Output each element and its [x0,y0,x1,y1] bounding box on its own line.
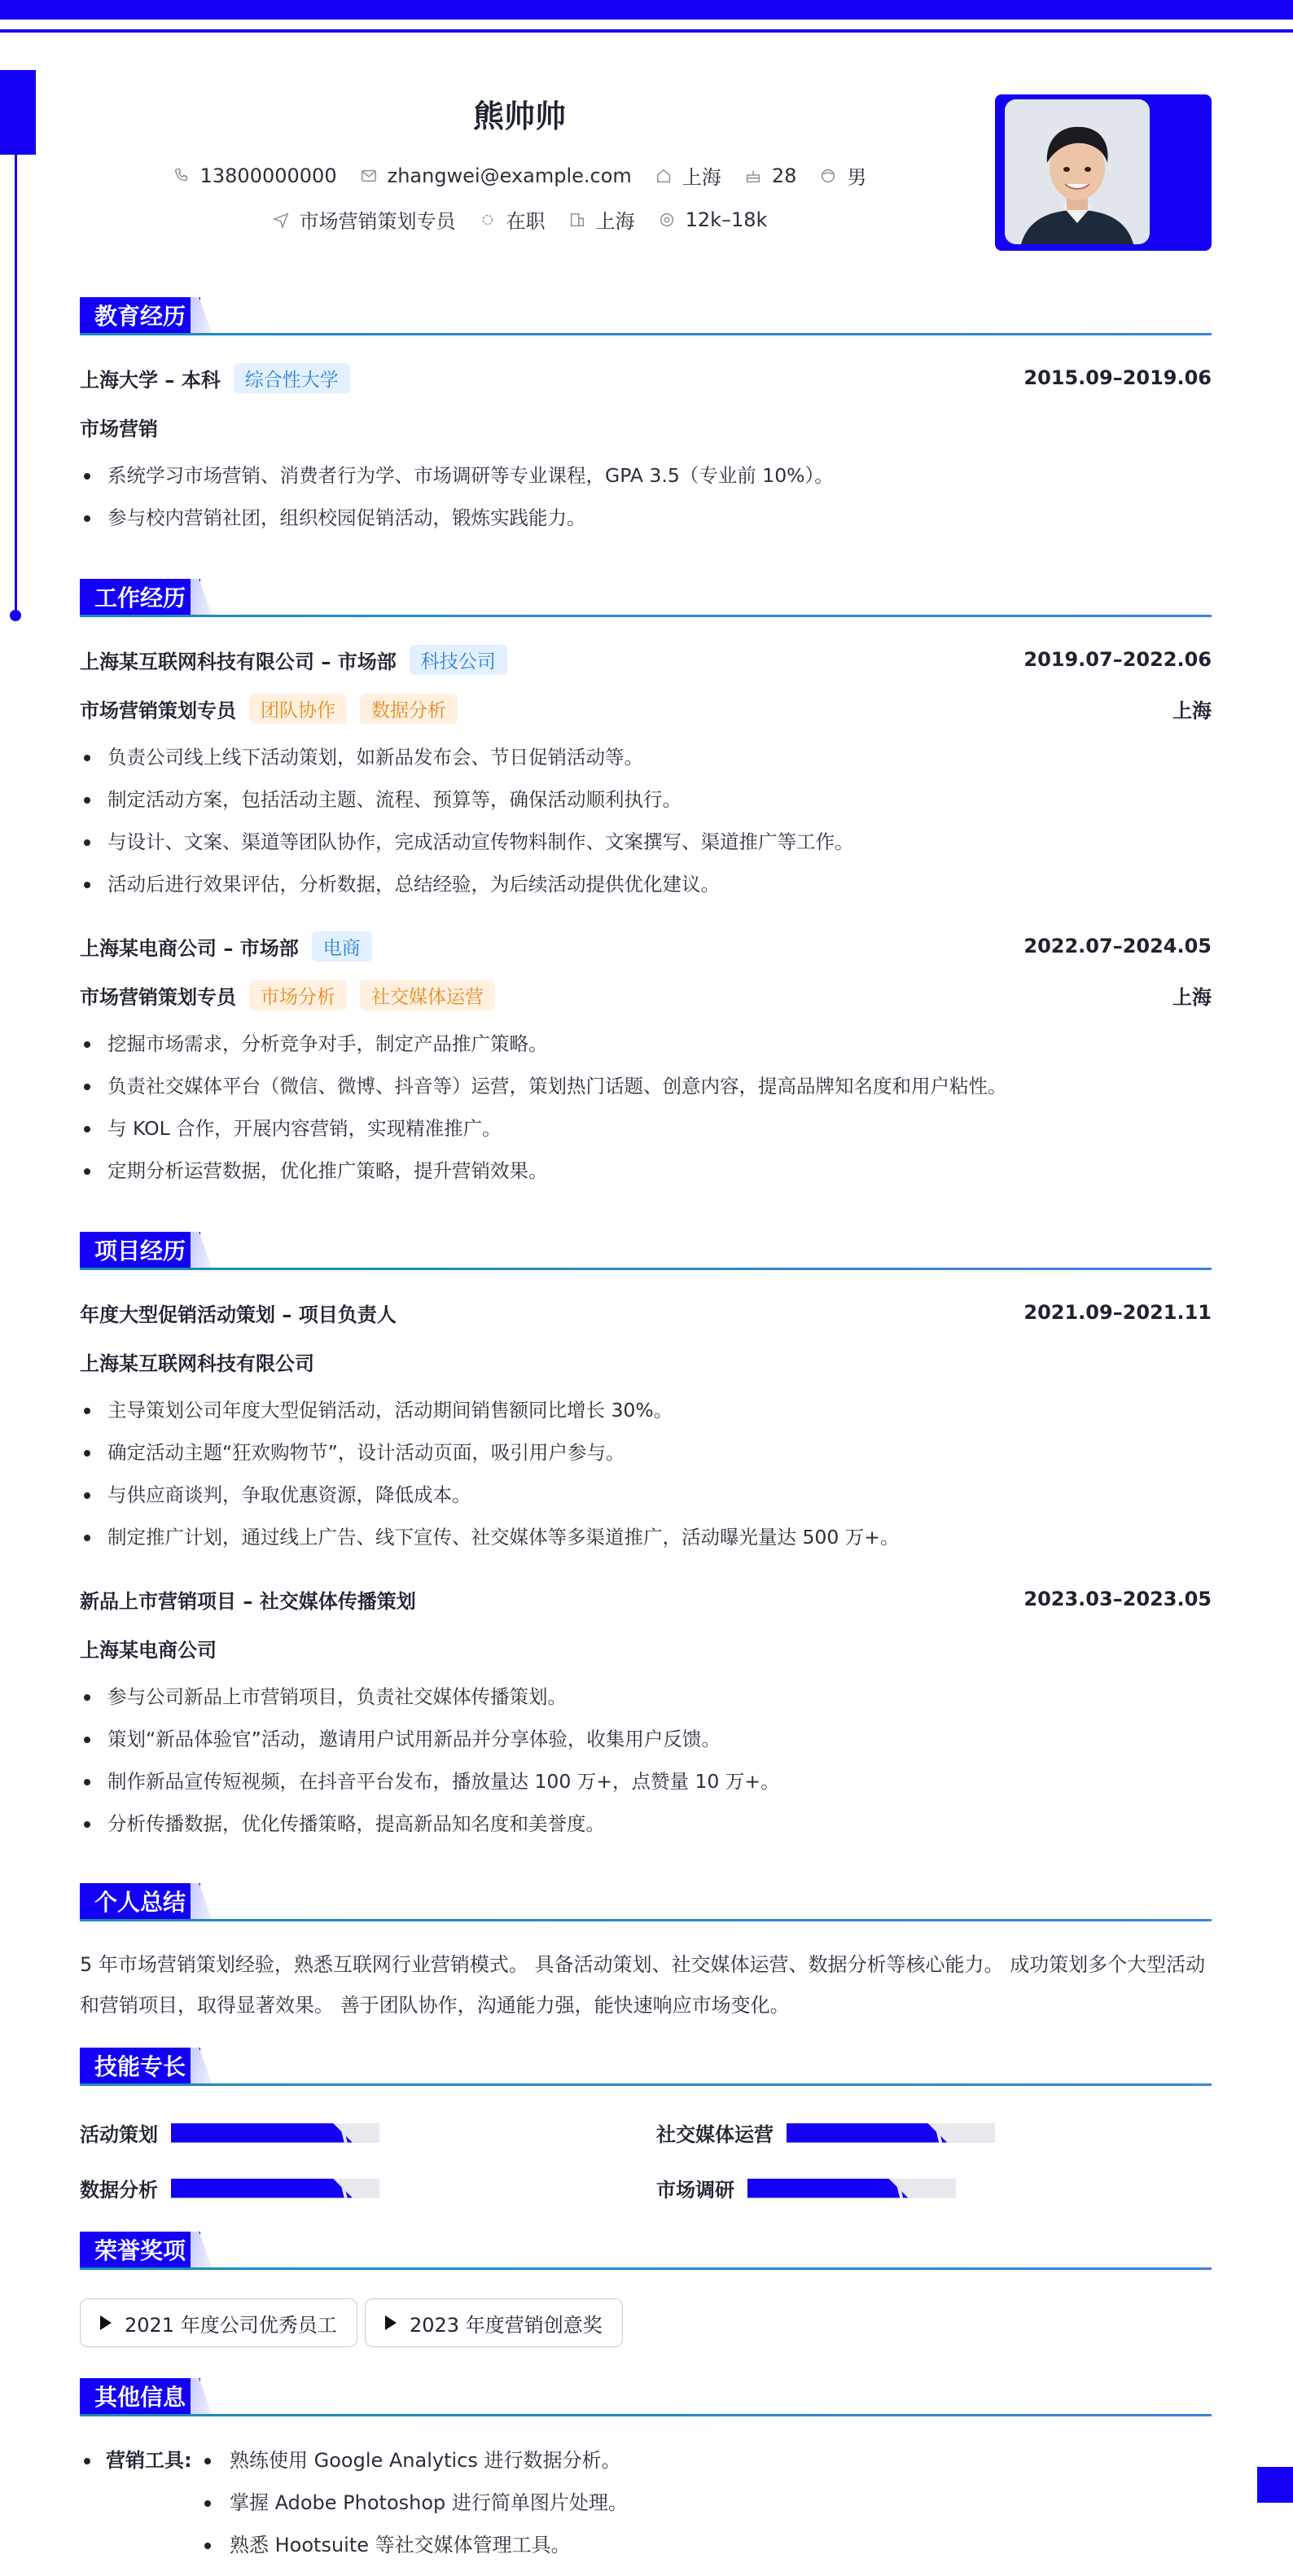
section-divider [80,2083,1212,2086]
section-divider [80,1268,1212,1270]
skill-bar-fill [747,2179,908,2198]
section-education [80,295,1212,335]
list-item: 挖掘市场需求，分析竞争对手，制定产品推广策略。 [80,1023,1212,1065]
section-other-title: 其他信息 [80,2378,200,2414]
contact-row [0,161,1039,190]
age-item [744,164,797,187]
section-skills-title: 技能专长 [80,2048,200,2083]
cake-icon [744,167,762,185]
project-date: 2021.09–2021.11 [1023,1301,1212,1324]
city-item [655,161,721,190]
work-date: 2022.07–2024.05 [1023,935,1212,957]
work-2-bullets [80,1023,1212,1192]
award-text: 2021 年度公司优秀员工 [125,2313,337,2337]
job-target-text: 市场营销策划专员 [299,210,456,233]
list-item: 确定活动主题“狂欢购物节”，设计活动页面，吸引用户参与。 [80,1431,1212,1474]
list-item: 策划“新品体验官”活动，邀请用户试用新品并分享体验，收集用户反馈。 [80,1718,1212,1760]
section-summary-title: 个人总结 [80,1883,200,1919]
skill-bar [171,2123,379,2143]
list-item: 定期分析运营数据，优化推广策略，提升营销效果。 [80,1150,1212,1192]
list-item: 分析传播数据，优化传播策略，提高新品知名度和美誉度。 [80,1803,1212,1845]
project-date: 2023.03–2023.05 [1023,1588,1212,1610]
section-awards [80,2229,1212,2270]
summary-line: 5 年市场营销策划经验，熟悉互联网行业营销模式。 具备活动策划、社交媒体运营、数据分析等核心能力。 成功策划多个大型活动 [80,1953,1206,1976]
work-date: 2019.07–2022.06 [1023,648,1212,671]
phone-icon [173,167,191,185]
skill-name: 数据分析 [80,2179,158,2201]
section-tab-tail [191,2378,212,2414]
section-tab-tail [191,297,212,333]
person-icon [819,167,837,185]
list-item: 熟悉 Hootsuite 等社交媒体管理工具。 [200,2524,628,2566]
skill-name: 市场调研 [656,2179,734,2201]
award-chip [365,2298,623,2347]
list-item: 参与校内营销社团，组织校园促销活动，锻炼实践能力。 [80,497,1212,539]
section-tab-tail [191,1883,212,1919]
skill-item [80,2174,379,2202]
education-bullets [80,454,1212,539]
skill-bar-fill [171,2179,353,2198]
list-item: 负责公司线上线下活动策划，如新品发布会、节日促销活动等。 [80,736,1212,778]
age-text: 28 [771,164,797,187]
award-text: 2023 年度营销创意奖 [410,2313,603,2337]
list-item: 制定活动方案，包括活动主题、流程、预算等，确保活动顺利执行。 [80,778,1212,821]
portrait-illustration [1005,99,1150,244]
major: 市场营销 [80,417,158,440]
project-2-company-row [80,1632,1212,1664]
company-name: 上海某电商公司 – 市场部 [80,936,299,960]
skill-tag: 团队协作 [249,694,347,724]
section-tab-tail [191,2048,212,2083]
photo-frame [995,94,1212,251]
target-city-text: 上海 [595,210,635,233]
list-item: 与 KOL 合作，开展内容营销，实现精准推广。 [80,1107,1212,1150]
mail-icon [360,167,378,185]
work-location: 上海 [1172,699,1212,722]
section-divider [80,333,1212,335]
project-1-header [80,1296,1212,1329]
list-item: 制作新品宣传短视频，在抖音平台发布，播放量达 100 万+，点赞量 10 万+。 [80,1760,1212,1803]
education-header [80,361,1212,394]
skill-tag: 社交媒体运营 [360,980,495,1010]
section-tab-tail [191,579,212,615]
work-1-position-row [80,692,1212,725]
section-divider [80,1919,1212,1921]
salary-text: 12k–18k [685,208,768,231]
project-2-bullets [80,1676,1212,1845]
company-tag: 科技公司 [410,645,507,675]
section-divider [80,2414,1212,2416]
education-major-row [80,410,1212,443]
skill-bar [171,2179,379,2198]
list-item: 熟练使用 Google Analytics 进行数据分析。 [200,2439,628,2482]
work-2-header [80,930,1212,962]
section-tab-tail [191,2232,212,2267]
skill-tag: 市场分析 [249,980,347,1010]
list-item: 主导策划公司年度大型促销活动，活动期间销售额同比增长 30%。 [80,1389,1212,1431]
section-projects-title: 项目经历 [80,1232,200,1268]
gender-item [819,161,866,190]
profile-photo [1005,99,1150,244]
top-accent-line [0,29,1293,33]
skill-bar [787,2123,995,2143]
skill-bar [747,2179,956,2198]
section-work-title: 工作经历 [80,579,200,615]
award-chip [80,2298,357,2347]
job-target-item [272,205,456,234]
section-divider [80,615,1212,617]
skill-name: 社交媒体运营 [656,2123,774,2146]
section-projects [80,1229,1212,1270]
company-tag: 电商 [312,931,372,962]
list-item: 与设计、文案、渠道等团队协作，完成活动宣传物料制作、文案撰写、渠道推广等工作。 [80,821,1212,863]
city-text: 上海 [682,166,721,189]
skill-bar-fill [787,2123,947,2143]
school-name: 上海大学 – 本科 [80,368,221,392]
bullet-dot [84,2458,90,2464]
candidate-name: 熊帅帅 [472,99,566,134]
send-icon [272,211,290,229]
list-item: 掌握 Adobe Photoshop 进行简单图片处理。 [200,2482,628,2524]
list-item: 与供应商谈判，争取优惠资源，降低成本。 [80,1474,1212,1516]
list-item: 系统学习市场营销、消费者行为学、市场调研等专业课程，GPA 3.5（专业前 10%）。 [80,454,1212,497]
section-tab-tail [191,1232,212,1268]
left-accent-dot [10,610,21,621]
building-icon [568,211,586,229]
position-title: 市场营销策划专员 [80,699,236,722]
skill-item [80,2118,379,2147]
list-item: 活动后进行效果评估，分析数据，总结经验，为后续活动提供优化建议。 [80,863,1212,905]
project-title: 新品上市营销项目 – 社交媒体传播策划 [80,1589,416,1613]
skill-item [656,2174,956,2202]
play-icon [100,2315,112,2330]
list-item: 制定推广计划，通过线上广告、线下宣传、社交媒体等多渠道推广，活动曝光量达 500 万+。 [80,1516,1212,1558]
top-accent-bar [0,0,1293,20]
summary-text [80,1944,1213,2026]
other-label: 营销工具: [106,2449,192,2472]
summary-line: 和营销项目，取得显著效果。 善于团队协作，沟通能力强，能快速响应市场变化。 [80,1994,790,2017]
target-city-item [568,205,635,234]
section-skills [80,2045,1212,2086]
section-divider [80,2267,1212,2270]
work-location: 上海 [1172,985,1212,1009]
status-item [479,205,546,234]
skill-item [656,2118,995,2147]
company-name: 上海某互联网科技有限公司 – 市场部 [80,650,397,673]
section-other [80,2376,1212,2416]
work-1-bullets [80,736,1212,905]
salary-item [658,208,768,231]
school-tag: 综合性大学 [234,363,350,393]
gender-text: 男 [847,166,867,189]
project-2-header [80,1583,1212,1615]
skill-bar-fill [171,2123,353,2143]
skill-tag: 数据分析 [360,694,458,724]
project-company: 上海某电商公司 [80,1638,217,1662]
section-work [80,576,1212,617]
education-date: 2015.09–2019.06 [1023,366,1212,389]
section-education-title: 教育经历 [80,297,200,333]
project-title: 年度大型促销活动策划 – 项目负责人 [80,1303,397,1326]
job-intent-row [0,205,1039,234]
list-item: 参与公司新品上市营销项目，负责社交媒体传播策划。 [80,1676,1212,1718]
section-summary [80,1881,1212,1921]
coin-icon [658,211,676,229]
project-1-bullets [80,1389,1212,1558]
gear-icon [479,211,497,229]
skill-name: 活动策划 [80,2123,158,2146]
phone-item [173,164,337,187]
play-icon [385,2315,397,2330]
email-item [360,164,632,187]
phone-text: 13800000000 [199,164,337,187]
project-company: 上海某互联网科技有限公司 [80,1352,314,1375]
list-item: 负责社交媒体平台（微信、微博、抖音等）运营，策划热门话题、创意内容，提高品牌知名度和用户粘性。 [80,1065,1212,1107]
other-items [200,2439,628,2566]
right-accent-block [1257,2467,1293,2503]
work-1-header [80,643,1212,676]
position-title: 市场营销策划专员 [80,985,236,1009]
home-icon [655,167,673,185]
work-2-position-row [80,979,1212,1011]
section-awards-title: 荣誉奖项 [80,2232,200,2267]
project-1-company-row [80,1345,1212,1378]
email-text: zhangwei@example.com [387,164,632,187]
status-text: 在职 [506,210,546,233]
